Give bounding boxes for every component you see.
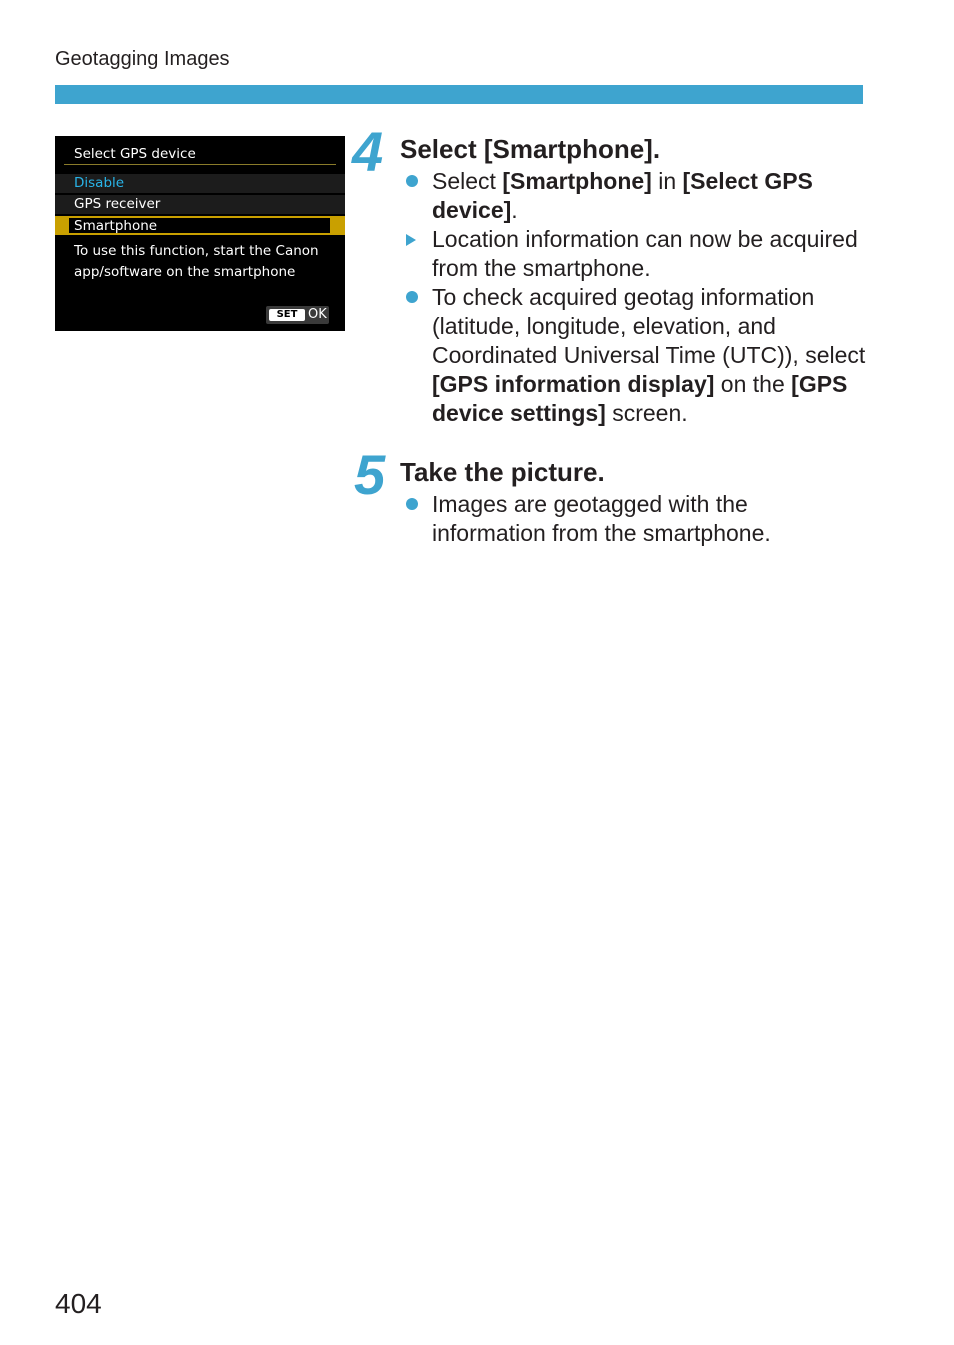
option-gps-receiver-label: GPS receiver [74, 196, 161, 212]
option-disable-label: Disable [74, 175, 125, 191]
step-number-4: 4 [352, 120, 384, 183]
option-smartphone[interactable] [55, 216, 345, 235]
bullet-icon [406, 175, 418, 187]
step-title-4: Select [Smartphone]. [400, 134, 661, 164]
header-bar [55, 85, 863, 104]
page-number: 404 [55, 1288, 102, 1319]
step4-items [406, 167, 866, 428]
camera-screen [55, 136, 345, 331]
list-item: Select [Smartphone] in [Select GPS device]. [406, 167, 866, 225]
list-item: Images are geotagged with the information from the smartphone. [406, 490, 866, 548]
set-ok-button[interactable] [266, 306, 329, 324]
section-title: Geotagging Images [55, 48, 230, 70]
screen-description: To use this function, start the Canon app/software on the smartphone [74, 243, 319, 280]
bullet-icon [406, 291, 418, 303]
screen-title: Select GPS device [74, 146, 196, 162]
option-gps-receiver[interactable] [55, 195, 345, 214]
step5-items [406, 490, 866, 548]
step-title-5: Take the picture. [400, 457, 605, 487]
set-icon: SET [269, 309, 305, 321]
title-divider [64, 164, 336, 165]
option-disable[interactable] [55, 174, 345, 193]
step-number-5: 5 [354, 443, 386, 506]
ok-label: OK [308, 307, 327, 322]
option-smartphone-label: Smartphone [74, 218, 158, 234]
bullet-icon [406, 498, 418, 510]
list-item: Location information can now be acquired from the smartphone. [406, 225, 866, 283]
list-item: To check acquired geotag information (latitude, longitude, elevation, and Coordinated Universal Time (UTC)), select [GPS information display] on the [GPS device settings] screen. [406, 283, 866, 428]
result-arrow-icon [406, 234, 416, 246]
